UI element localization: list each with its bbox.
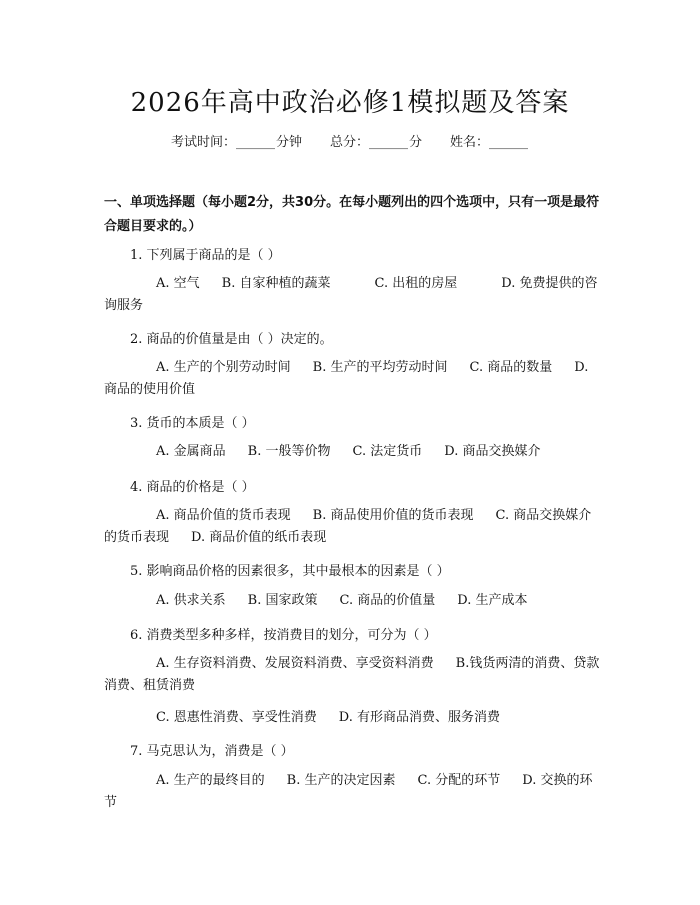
question-options: [104, 273, 601, 317]
exam-time-unit: 分钟: [275, 135, 302, 150]
option: D. 有形商品消费、服务消费: [338, 710, 500, 725]
question-options: [104, 441, 601, 463]
option: C. 商品交换媒介的货币表现: [104, 508, 592, 545]
option: A. 商品价值的货币表现: [156, 508, 291, 523]
page-title: 2026年高中政治必修1模拟题及答案: [130, 88, 570, 118]
option: A. 供求关系: [156, 593, 226, 608]
question-stem: 2. 商品的价值量是由（ ）决定的。: [130, 332, 333, 347]
option: C. 商品的数量: [469, 360, 553, 375]
option: C. 分配的环节: [417, 773, 501, 788]
option: B. 生产的平均劳动时间: [312, 360, 448, 375]
option: C. 法定货币: [352, 444, 423, 459]
option: D. 商品的使用价值: [104, 360, 589, 397]
option: A. 生产的最终目的: [156, 773, 265, 788]
option: D. 商品价值的纸币表现: [191, 530, 327, 545]
option: B. 生产的决定因素: [286, 773, 396, 788]
exam-time-blank: ______: [235, 135, 275, 150]
question-stem: 6. 消费类型多种多样，按消费目的划分，可分为（ ）: [130, 628, 437, 643]
option: B. 商品使用价值的货币表现: [312, 508, 474, 523]
exam-time-label: 考试时间：: [170, 135, 236, 150]
option: B. 一般等价物: [247, 444, 331, 459]
exam-time-field: [171, 131, 302, 150]
question-stem: 4. 商品的价格是（ ）: [130, 480, 255, 495]
question-stem: 5. 影响商品价格的因素很多，其中最根本的因素是（ ）: [130, 564, 450, 579]
option: B. 自家种植的蔬菜: [221, 276, 331, 291]
question-options: [104, 505, 601, 549]
total-score-unit: 分: [409, 135, 423, 150]
question-options: [104, 707, 601, 729]
option: A. 生存资料消费、发展资料消费、享受资料消费: [156, 656, 434, 671]
option: A. 生产的个别劳动时间: [156, 360, 291, 375]
student-name-field: [450, 131, 529, 150]
option: D. 生产成本: [457, 593, 528, 608]
question-options: [104, 357, 601, 401]
option: D. 商品交换媒介: [444, 444, 541, 459]
option: C. 出租的房屋: [374, 276, 458, 291]
section-heading: 一、单项选择题（每小题2分，共30分。在每小题列出的四个选项中，只有一项是最符合题目要求的。）: [104, 195, 600, 234]
total-score-label: 总分：: [329, 135, 369, 150]
question-options: [104, 590, 601, 612]
option: D. 交换的环节: [104, 773, 593, 810]
question-options: [104, 770, 601, 814]
student-name-label: 姓名：: [450, 135, 490, 150]
option: B. 国家政策: [247, 593, 318, 608]
option: A. 空气: [156, 276, 200, 291]
student-name-blank: ______: [489, 135, 529, 150]
question-stem: 7. 马克思认为，消费是（ ）: [130, 744, 294, 759]
option: D. 免费提供的咨询服务: [104, 276, 598, 313]
exam-meta-line: [0, 131, 700, 150]
option: C. 商品的价值量: [339, 593, 436, 608]
question-stem: 3. 货币的本质是（ ）: [130, 416, 255, 431]
question-stem: 1. 下列属于商品的是（ ）: [130, 248, 281, 263]
option: C. 恩惠性消费、享受性消费: [156, 710, 317, 725]
question-options: [104, 653, 601, 697]
option: A. 金属商品: [156, 444, 226, 459]
total-score-field: [330, 131, 422, 150]
option: B.钱货两清的消费、贷款消费、租赁消费: [104, 656, 600, 693]
total-score-blank: ______: [369, 135, 408, 150]
